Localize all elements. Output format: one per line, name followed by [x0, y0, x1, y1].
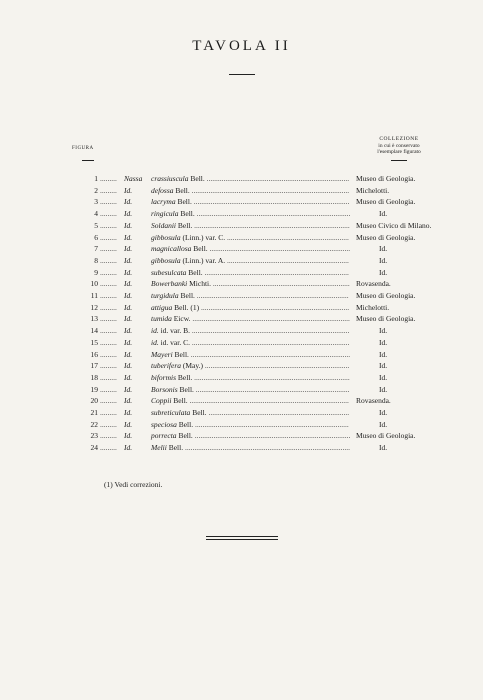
genus-name: Id.: [124, 267, 133, 277]
species-name: defossa: [151, 185, 174, 195]
collection-name: Rovasenda.: [356, 279, 391, 289]
dot-leader: ....................................................................................: [192, 314, 350, 324]
species-name: Bowerbanki: [151, 279, 188, 289]
genus-name: Id.: [124, 384, 133, 394]
genus-name: Id.: [124, 408, 133, 417]
figure-number: 18: [90, 372, 98, 382]
species-entry: [151, 243, 350, 255]
dot-leader: .........: [100, 408, 117, 417]
table-row: [0, 384, 483, 396]
dot-leader: .....................................................................................: [190, 349, 351, 359]
species-entry: [151, 220, 350, 232]
collection-name: Id.: [379, 372, 388, 382]
genus-name: Id.: [124, 431, 133, 441]
author-name: (Linn.) var. A.: [182, 255, 226, 265]
species-name: lacryma: [151, 197, 176, 207]
dot-leader: .........: [100, 431, 117, 441]
dot-leader: ...........................................................................: [208, 408, 350, 417]
collection-name: Id.: [379, 419, 388, 429]
genus-name: Id.: [124, 337, 133, 347]
figure-number: 1: [94, 174, 98, 183]
collection-name: Id.: [379, 267, 388, 277]
species-name: ringicula: [151, 209, 179, 219]
collection-name: Id.: [379, 361, 388, 371]
header-collezione-line2: in cui è conservato: [378, 142, 420, 149]
table-row: [0, 208, 483, 220]
table-row: [0, 313, 483, 325]
species-entry: [151, 360, 349, 372]
table-row: [0, 407, 483, 419]
species-name: Borsonis: [151, 384, 178, 394]
genus-name: Id.: [124, 197, 133, 207]
dot-leader: .........: [100, 419, 117, 429]
species-name: porrecta: [151, 431, 177, 441]
collection-name: Id.: [379, 255, 388, 265]
species-name: id.: [151, 337, 159, 347]
genus-name: Id.: [124, 326, 133, 336]
dot-leader: .........: [100, 209, 117, 219]
genus-name: Id.: [124, 419, 133, 429]
header-collezione-line1: COLLEZIONE: [379, 136, 419, 142]
species-entry: [151, 419, 349, 431]
species-name: Melii: [151, 443, 167, 453]
author-name: Bell.: [177, 220, 193, 230]
footnote: (1) Vedi correzioni.: [104, 480, 163, 489]
collection-name: Id.: [379, 349, 388, 359]
genus-name: Id.: [124, 232, 133, 242]
dot-leader: ..................................................................................: [196, 209, 351, 219]
figure-number: 2: [94, 185, 98, 195]
species-name: magnicallosa: [151, 244, 192, 254]
author-name: Bell.: [173, 396, 188, 406]
dot-leader: ....................................................................................: [191, 326, 350, 336]
genus-name: Id.: [124, 279, 133, 289]
collection-name: Museo di Geologia.: [356, 232, 416, 242]
species-name: Soldanii: [151, 220, 177, 230]
dot-leader: ....................................................................................: [191, 185, 350, 195]
species-name: speciosa: [151, 419, 177, 429]
collection-name: Id.: [379, 326, 388, 336]
genus-name: Id.: [124, 361, 133, 371]
author-name: Bell.: [168, 443, 184, 453]
table-row: [0, 173, 483, 185]
figure-number: 22: [90, 419, 98, 429]
dot-leader: .........: [100, 220, 117, 230]
dot-leader: ...........................................................................: [209, 244, 351, 254]
author-name: Bell.: [178, 431, 193, 441]
table-row: [0, 302, 483, 314]
figure-number: 24: [90, 443, 98, 453]
dot-leader: .........: [100, 302, 117, 312]
author-name: Bell.: [192, 408, 207, 417]
collection-name: Id.: [379, 244, 388, 254]
figure-number: 13: [90, 314, 98, 324]
author-name: Bell.: [190, 174, 205, 183]
dot-leader: ........................................................................................: [184, 443, 350, 453]
author-name: Bell.: [175, 185, 190, 195]
dot-leader: ..................................................................................: [195, 384, 350, 394]
species-entry: [151, 302, 349, 314]
author-name: Bell.: [179, 384, 194, 394]
dot-leader: .........: [100, 291, 117, 300]
species-entry: [151, 208, 350, 220]
figure-number: 9: [94, 267, 98, 277]
species-entry: [151, 185, 349, 197]
author-name: Bell.: [178, 419, 194, 429]
author-name: Bell.: [177, 372, 193, 382]
species-name: tuberifera: [151, 361, 181, 371]
species-entry: [151, 313, 350, 325]
author-name: Bell.: [177, 197, 192, 207]
author-name: Bell.: [188, 267, 203, 277]
collezione-rule: [391, 160, 407, 161]
collection-name: Id.: [379, 408, 388, 417]
dot-leader: ............................................................................: [206, 174, 350, 183]
species-entry: [151, 278, 350, 290]
genus-name: Id.: [124, 291, 133, 300]
author-name: Michti.: [189, 279, 211, 289]
table-row: [0, 196, 483, 208]
dot-leader: .....................................................................................: [189, 396, 349, 406]
genus-name: Id.: [124, 255, 133, 265]
dot-leader: ..................................................................................: [194, 419, 349, 429]
figure-number: 6: [94, 232, 98, 242]
table-row: [0, 185, 483, 197]
species-name: gibbosula: [151, 232, 181, 242]
dot-leader: ...............................................................................: [201, 302, 350, 312]
dot-leader: .........: [100, 174, 117, 183]
table-row: [0, 232, 483, 244]
author-name: (May.): [182, 361, 204, 371]
species-entry: [151, 349, 350, 361]
table-row: [0, 243, 483, 255]
dot-leader: .........: [100, 361, 117, 371]
dot-leader: ...................................................................................: [194, 220, 350, 230]
dot-leader: .................................................................: [227, 255, 349, 265]
table-row: [0, 395, 483, 407]
figure-number: 19: [90, 384, 98, 394]
species-name: Mayeri: [151, 349, 173, 359]
species-name: tumida: [151, 314, 172, 324]
species-name: Coppii: [151, 396, 172, 406]
genus-name: Id.: [124, 349, 133, 359]
species-name: turgidula: [151, 291, 179, 300]
species-entry: [151, 384, 350, 396]
header-figura: FIGURA: [72, 146, 94, 151]
table-row: [0, 349, 483, 361]
collection-name: Museo di Geologia.: [356, 174, 416, 183]
dot-leader: .........: [100, 197, 117, 207]
species-name: attigua: [151, 302, 173, 312]
figure-number: 12: [90, 302, 98, 312]
dot-leader: .........: [100, 396, 117, 406]
dot-leader: .................................................................................: [196, 291, 349, 300]
figure-number: 5: [94, 220, 98, 230]
figure-number: 7: [94, 244, 98, 254]
figure-number: 16: [90, 349, 98, 359]
genus-name: Nassa: [124, 174, 143, 183]
figure-number: 15: [90, 337, 98, 347]
genus-name: Id.: [124, 396, 133, 406]
table-row: [0, 337, 483, 349]
figure-number: 23: [90, 431, 98, 441]
dot-leader: .........................................................................: [212, 279, 350, 289]
species-entry: [151, 442, 350, 454]
species-name: subreticulata: [151, 408, 191, 417]
dot-leader: ....................................................................................: [191, 337, 350, 347]
species-entry: [151, 196, 349, 208]
species-name: id.: [151, 326, 159, 336]
species-entry: [151, 372, 350, 384]
author-name: id. var. C.: [160, 337, 190, 347]
author-name: Bell.: [180, 291, 195, 300]
dot-leader: .........: [100, 349, 117, 359]
table-row: [0, 442, 483, 454]
table-row: [0, 430, 483, 442]
collection-name: Museo Civico di Milano.: [356, 220, 432, 230]
dot-leader: ...................................................................................: [194, 431, 351, 441]
collection-name: Museo di Geologia.: [356, 291, 416, 300]
dot-leader: .............................................................................: [204, 267, 349, 277]
dot-leader: .........: [100, 185, 117, 195]
table-row: [0, 220, 483, 232]
table-row: [0, 278, 483, 290]
dot-leader: .........: [100, 384, 117, 394]
dot-leader: .................................................................: [227, 232, 349, 242]
author-name: Bell.: [180, 209, 195, 219]
species-entry: [151, 255, 349, 267]
genus-name: Id.: [124, 209, 133, 219]
table-row: [0, 360, 483, 372]
genus-name: Id.: [124, 443, 133, 453]
figure-number: 10: [90, 279, 98, 289]
figure-number: 14: [90, 326, 98, 336]
page-title: TAVOLA II: [192, 38, 291, 54]
figure-number: 21: [90, 408, 98, 417]
genus-name: Id.: [124, 244, 133, 254]
dot-leader: .............................................................................: [204, 361, 350, 371]
bottom-rule-2: [206, 539, 278, 540]
dot-leader: .........: [100, 326, 117, 336]
figure-number: 20: [90, 396, 98, 406]
table-row: [0, 267, 483, 279]
header-collezione: [354, 136, 444, 156]
dot-leader: .........: [100, 255, 117, 265]
dot-leader: .........: [100, 372, 117, 382]
genus-name: Id.: [124, 220, 133, 230]
dot-leader: ...................................................................................: [193, 197, 350, 207]
genus-name: Id.: [124, 185, 133, 195]
dot-leader: ...................................................................................: [194, 372, 350, 382]
collection-name: Michelotti.: [356, 302, 390, 312]
collection-name: Museo di Geologia.: [356, 197, 416, 207]
dot-leader: .........: [100, 314, 117, 324]
author-name: (Linn.) var. C.: [182, 232, 226, 242]
species-entry: [151, 430, 350, 442]
species-name: gibbosula: [151, 255, 181, 265]
genus-name: Id.: [124, 302, 133, 312]
species-entry: [151, 290, 349, 302]
figure-number: 8: [94, 255, 98, 265]
dot-leader: .........: [100, 337, 117, 347]
dot-leader: .........: [100, 232, 117, 242]
title-rule: [229, 74, 255, 75]
table-row: [0, 290, 483, 302]
figure-number: 17: [90, 361, 98, 371]
species-entry: [151, 232, 349, 244]
collection-name: Id.: [379, 443, 388, 453]
species-entry: [151, 173, 349, 185]
dot-leader: .........: [100, 443, 117, 453]
collection-name: Michelotti.: [356, 185, 390, 195]
collection-name: Id.: [379, 337, 388, 347]
author-name: Eicw.: [173, 314, 191, 324]
collection-name: Id.: [379, 384, 388, 394]
collection-name: Id.: [379, 209, 388, 219]
header-collezione-line3: l'esemplare figurato: [377, 149, 421, 155]
author-name: Bell.: [193, 244, 208, 254]
author-name: Bell. (1): [174, 302, 200, 312]
collection-name: Rovasenda.: [356, 396, 391, 406]
species-entry: [151, 325, 349, 337]
species-name: subesulcata: [151, 267, 187, 277]
genus-name: Id.: [124, 372, 133, 382]
author-name: Bell.: [174, 349, 189, 359]
table-row: [0, 325, 483, 337]
author-name: id. var. B.: [160, 326, 190, 336]
species-entry: [151, 407, 349, 419]
table-row: [0, 419, 483, 431]
species-entry: [151, 395, 349, 407]
dot-leader: .........: [100, 279, 117, 289]
dot-leader: .........: [100, 244, 117, 254]
collection-name: Museo di Geologia.: [356, 431, 416, 441]
figura-rule: [82, 160, 94, 161]
figure-number: 11: [90, 291, 98, 300]
genus-name: Id.: [124, 314, 133, 324]
species-name: biformis: [151, 372, 177, 382]
table-row: [0, 255, 483, 267]
figure-number: 3: [94, 197, 98, 207]
species-name: crassiuscula: [151, 174, 189, 183]
figure-number: 4: [94, 209, 98, 219]
species-entry: [151, 337, 349, 349]
collection-name: Museo di Geologia.: [356, 314, 416, 324]
bottom-rule-1: [206, 536, 278, 537]
table-row: [0, 372, 483, 384]
dot-leader: .........: [100, 267, 117, 277]
species-entry: [151, 267, 349, 279]
